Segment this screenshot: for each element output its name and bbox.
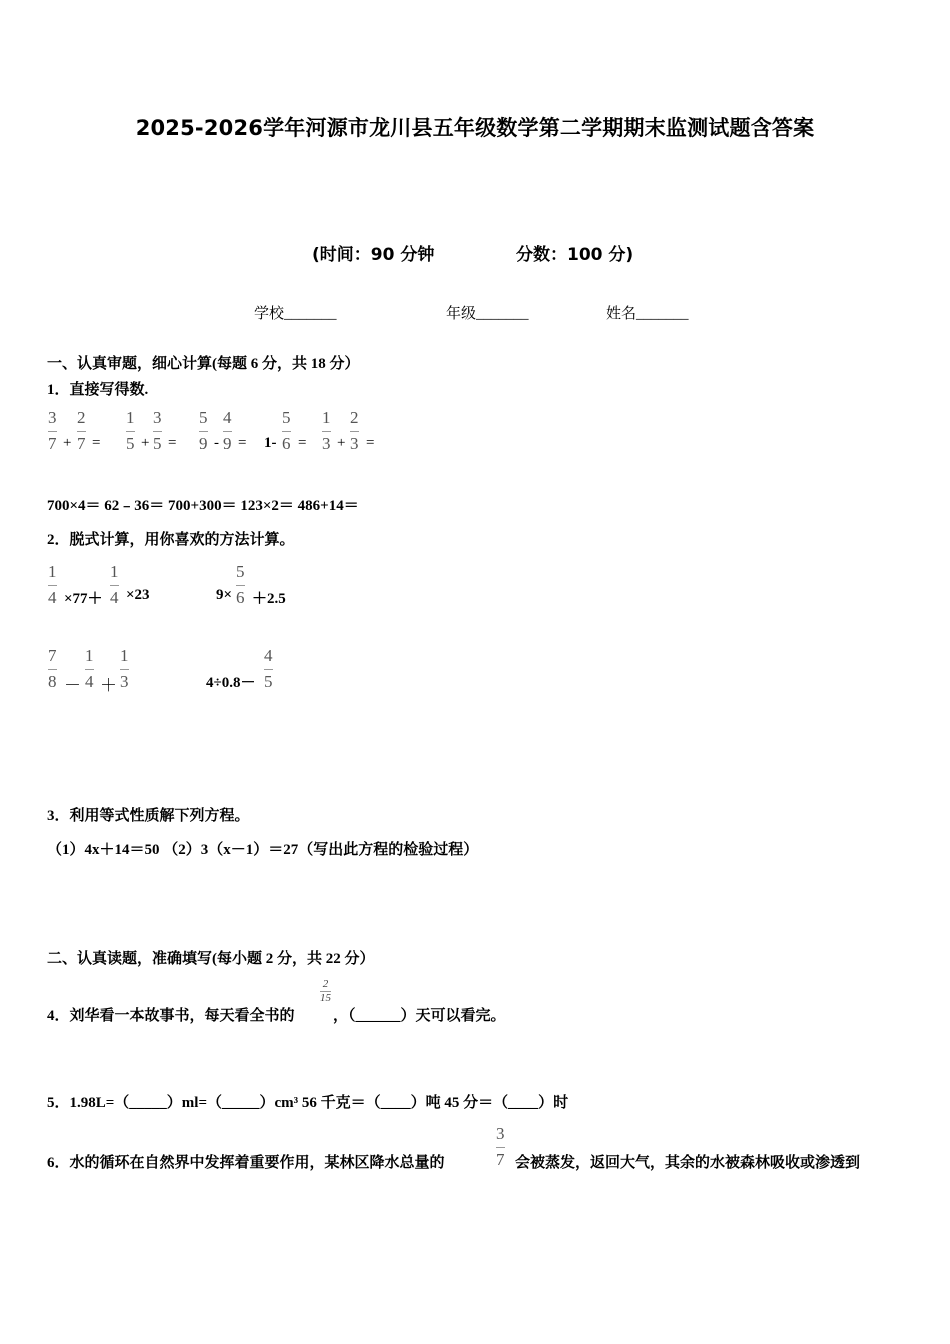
exam-score: 分数：100 分) [516,245,634,265]
fraction: 4 9 [223,408,232,453]
q2-label: 2．脱式计算，用你喜欢的方法计算。 [47,532,295,548]
name-field: 姓名_______ [606,306,689,322]
expression-text: 9× [216,587,233,603]
fraction: 2 15 [320,978,331,1004]
fraction: 7 8 [48,646,57,691]
fraction: 1 3 [120,646,129,691]
section2-heading: 二、认真读题，准确填写(每小题 2 分，共 22 分） [47,951,375,967]
fraction: 1 4 [110,562,119,607]
q1-integer-problems: 700×4＝ 62﹣36＝ 700+300＝ 123×2＝ 486+14＝ [47,498,359,514]
fraction: 2 3 [350,408,359,453]
fraction: 5 6 [236,562,245,607]
operator: - [214,435,219,451]
operator: = [366,435,375,451]
school-field: 学校_______ [254,306,337,322]
fraction: 5 9 [199,408,208,453]
operator: = [238,435,247,451]
operator: = [298,435,307,451]
fraction: 5 6 [282,408,291,453]
q6-text-end: 会被蒸发，返回大气，其余的水被森林吸收或渗透到 [515,1155,861,1171]
fraction: 1 4 [48,562,57,607]
fraction: 3 7 [496,1124,505,1169]
operator: + [141,435,150,451]
exam-time: (时间：90 分钟 [312,245,435,265]
operator: ＋ [100,676,117,695]
fraction: 1 3 [322,408,331,453]
operator: 1- [264,435,277,451]
fraction: 1 4 [85,646,94,691]
expression-text: 4÷0.8－ [206,675,256,691]
fraction: 1 5 [126,408,135,453]
q3-equations: （1）4x＋14＝50 （2）3（x－1）＝27（写出此方程的检验过程） [47,842,479,858]
fraction: 4 5 [264,646,273,691]
operator: + [337,435,346,451]
operator: = [92,435,101,451]
fraction: 3 7 [48,408,57,453]
section1-heading: 一、认真审题，细心计算(每题 6 分，共 18 分） [47,356,360,372]
fraction: 2 7 [77,408,86,453]
q1-label: 1．直接写得数. [47,382,149,398]
operator: － [64,676,81,695]
q5-text: 5．1.98L=（_____）ml=（_____）cm³ 56 千克＝（____）吨 45 分＝（____）时 [47,1095,569,1111]
expression-text: ×23 [126,587,150,603]
q3-label: 3．利用等式性质解下列方程。 [47,808,250,824]
q4-text: 4．刘华看一本故事书，每天看全书的 [47,1008,295,1024]
operator: + [63,435,72,451]
q6-text: 6．水的循环在自然界中发挥着重要作用，某林区降水总量的 [47,1155,445,1171]
expression-text: ＋2.5 [252,591,286,607]
operator: = [168,435,177,451]
expression-text: ×77＋ [64,591,103,607]
grade-field: 年级_______ [446,306,529,322]
q4-text-end: ，（______）天可以看完。 [333,1008,506,1024]
page-title: 2025-2026学年河源市龙川县五年级数学第二学期期末监测试题含答案 [135,116,815,140]
fraction: 3 5 [153,408,162,453]
